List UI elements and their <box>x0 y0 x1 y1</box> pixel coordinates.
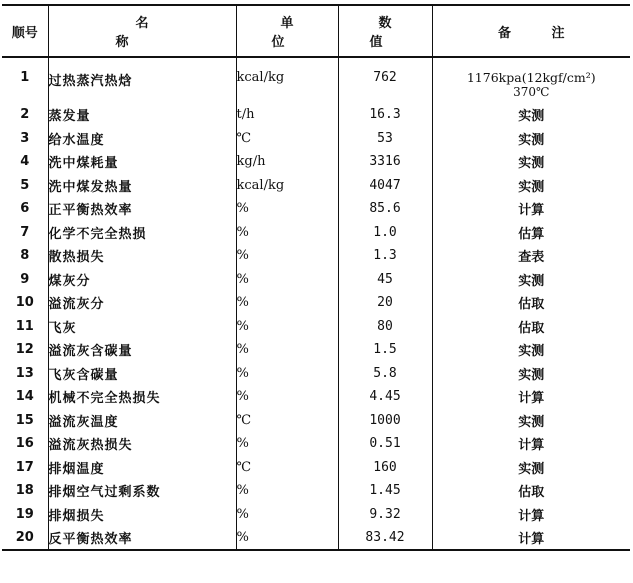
row-unit: % <box>236 268 338 292</box>
row-note: 估取 <box>432 291 630 315</box>
row-value: 160 <box>338 456 432 480</box>
row-unit: % <box>236 385 338 409</box>
row-name: 机械不完全热损失 <box>48 385 236 409</box>
table-row <box>2 432 630 456</box>
row-note: 实测 <box>432 338 630 362</box>
row-note: 实测 <box>432 103 630 127</box>
row-value: 3316 <box>338 150 432 174</box>
row-value: 1000 <box>338 409 432 433</box>
header-name <box>48 5 236 57</box>
row-unit: % <box>236 315 338 339</box>
row-value: 4.45 <box>338 385 432 409</box>
row-number: 14 <box>15 389 34 405</box>
table-row <box>2 268 630 292</box>
header-no: 顺号 <box>2 5 48 57</box>
row-number: 12 <box>15 342 34 358</box>
header-note <box>432 5 630 57</box>
row-value: 1.0 <box>338 221 432 245</box>
row-note: 实测 <box>432 268 630 292</box>
row-unit: % <box>236 526 338 550</box>
row-unit: % <box>236 221 338 245</box>
table-row <box>2 150 630 174</box>
row-name: 化学不完全热损 <box>48 221 236 245</box>
row-name: 给水温度 <box>48 127 236 151</box>
row-unit: % <box>236 503 338 527</box>
row-value: 9.32 <box>338 503 432 527</box>
row-name: 溢流灰热损失 <box>48 432 236 456</box>
table-row <box>2 362 630 386</box>
row-value: 762 <box>338 57 432 103</box>
row-name: 溢流灰含碳量 <box>48 338 236 362</box>
row-value: 16.3 <box>338 103 432 127</box>
row-note: 估取 <box>432 315 630 339</box>
row-unit: kcal/kg <box>236 57 338 103</box>
row-name: 排烟损失 <box>48 503 236 527</box>
row-value: 85.6 <box>338 197 432 221</box>
row-number: 2 <box>20 107 30 123</box>
row-number: 7 <box>20 224 30 240</box>
row-name: 散热损失 <box>48 244 236 268</box>
table-row <box>2 291 630 315</box>
row-note-line2: 370℃ <box>513 85 550 99</box>
row-unit: % <box>236 244 338 268</box>
header-row <box>2 5 630 57</box>
row-number: 15 <box>15 412 34 428</box>
row-unit: % <box>236 432 338 456</box>
row-value: 1.3 <box>338 244 432 268</box>
row-name: 过热蒸汽热焓 <box>48 57 236 103</box>
row-number: 5 <box>20 177 30 193</box>
row-number: 19 <box>15 506 34 522</box>
row-note: 估取 <box>432 479 630 503</box>
table-row <box>2 127 630 151</box>
row-unit: ℃ <box>236 127 338 151</box>
header-value-text: 数 值 <box>369 16 410 50</box>
row-unit: ℃ <box>236 409 338 433</box>
row-note: 实测 <box>432 127 630 151</box>
row-name: 飞灰 <box>48 315 236 339</box>
table-row <box>2 479 630 503</box>
row-unit: t/h <box>236 103 338 127</box>
row-note: 计算 <box>432 385 630 409</box>
header-name-text: 名 称 <box>115 16 189 50</box>
row-value: 4047 <box>338 174 432 198</box>
row-name: 飞灰含碳量 <box>48 362 236 386</box>
table-row <box>2 526 630 550</box>
row-name: 正平衡热效率 <box>48 197 236 221</box>
table-row <box>2 244 630 268</box>
row-name: 洗中煤发热量 <box>48 174 236 198</box>
row-number: 8 <box>20 248 30 264</box>
row-number: 4 <box>20 154 30 170</box>
row-value: 20 <box>338 291 432 315</box>
row-note: 计算 <box>432 197 630 221</box>
row-note <box>432 57 630 103</box>
row-note: 计算 <box>432 526 630 550</box>
row-name: 洗中煤耗量 <box>48 150 236 174</box>
row-number: 11 <box>15 318 34 334</box>
row-number: 9 <box>20 271 30 287</box>
row-note: 计算 <box>432 503 630 527</box>
row-value: 80 <box>338 315 432 339</box>
row-name: 溢流灰分 <box>48 291 236 315</box>
row-note: 实测 <box>432 456 630 480</box>
table-body <box>2 57 630 550</box>
row-name: 煤灰分 <box>48 268 236 292</box>
row-number: 3 <box>20 130 30 146</box>
row-name: 反平衡热效率 <box>48 526 236 550</box>
header-unit <box>236 5 338 57</box>
table-row <box>2 174 630 198</box>
row-number: 6 <box>20 201 30 217</box>
table-row <box>2 338 630 362</box>
row-number: 18 <box>15 483 34 499</box>
row-number: 10 <box>15 295 34 311</box>
row-value: 1.45 <box>338 479 432 503</box>
row-value: 83.42 <box>338 526 432 550</box>
row-note-line1: 1176kpa(12kgf/cm²) <box>466 70 596 85</box>
row-unit: % <box>236 479 338 503</box>
row-name: 排烟温度 <box>48 456 236 480</box>
table-row <box>2 197 630 221</box>
table-row <box>2 409 630 433</box>
row-number: 13 <box>15 365 34 381</box>
table-row <box>2 385 630 409</box>
table-row <box>2 315 630 339</box>
row-value: 53 <box>338 127 432 151</box>
row-unit: kcal/kg <box>236 174 338 198</box>
table-row <box>2 57 630 103</box>
row-name: 排烟空气过剩系数 <box>48 479 236 503</box>
row-name: 溢流灰温度 <box>48 409 236 433</box>
boiler-test-table <box>2 4 630 551</box>
row-unit: % <box>236 291 338 315</box>
row-note: 计算 <box>432 432 630 456</box>
row-value: 5.8 <box>338 362 432 386</box>
header-value <box>338 5 432 57</box>
row-unit: kg/h <box>236 150 338 174</box>
row-number: 20 <box>2 526 48 550</box>
row-note: 实测 <box>432 150 630 174</box>
table-row <box>2 456 630 480</box>
table-row <box>2 221 630 245</box>
row-unit: % <box>236 197 338 221</box>
table-row <box>2 503 630 527</box>
header-note-text: 备 注 <box>497 25 583 41</box>
row-unit: ℃ <box>236 456 338 480</box>
row-number: 16 <box>15 436 34 452</box>
row-value: 1.5 <box>338 338 432 362</box>
row-unit: % <box>236 338 338 362</box>
row-value: 45 <box>338 268 432 292</box>
row-note: 实测 <box>432 174 630 198</box>
row-number: 17 <box>15 459 34 475</box>
row-note: 估算 <box>432 221 630 245</box>
row-unit: % <box>236 362 338 386</box>
row-value: 0.51 <box>338 432 432 456</box>
row-note: 实测 <box>432 409 630 433</box>
row-name: 蒸发量 <box>48 103 236 127</box>
header-unit-text: 单 位 <box>271 16 312 50</box>
row-number: 1 <box>20 70 30 85</box>
row-note: 查表 <box>432 244 630 268</box>
row-note: 实测 <box>432 362 630 386</box>
table-row <box>2 103 630 127</box>
